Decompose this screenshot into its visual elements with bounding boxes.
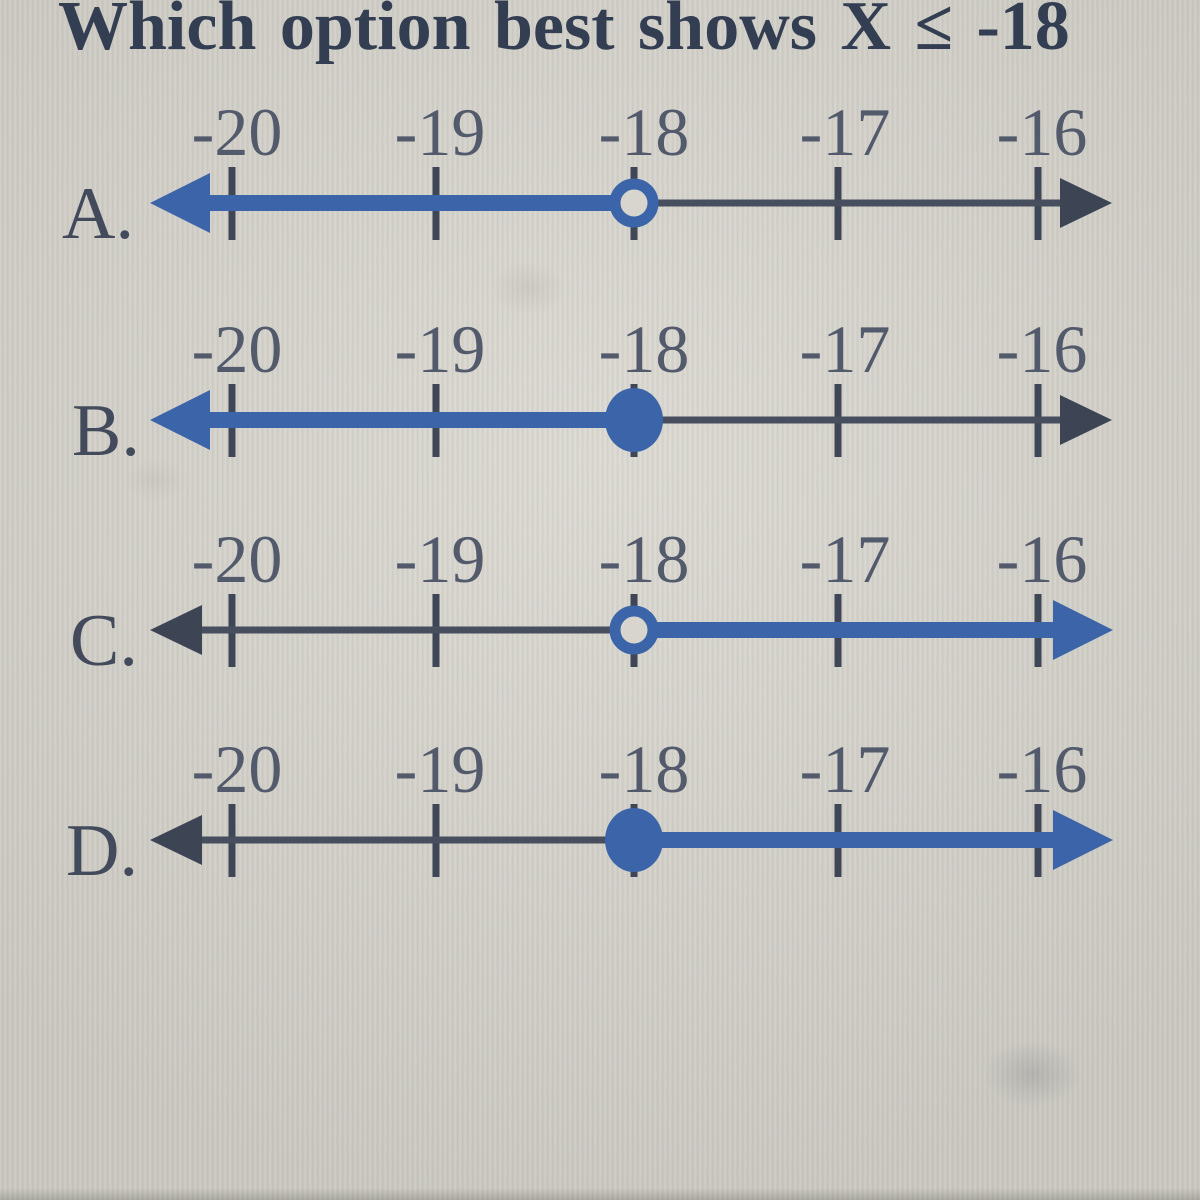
tick-label: -20 <box>191 311 283 387</box>
left-arrowhead <box>150 390 210 450</box>
number-line-a <box>0 73 1200 273</box>
option-letter: B. <box>72 390 140 472</box>
tick-label: -20 <box>191 94 283 170</box>
tick-label: -18 <box>598 731 690 807</box>
tick-label: -17 <box>799 521 891 597</box>
left-arrowhead <box>150 605 202 655</box>
right-arrowhead <box>1053 600 1113 660</box>
option-row-a[interactable] <box>0 73 1200 273</box>
tick-label: -17 <box>799 311 891 387</box>
left-arrowhead <box>150 173 210 233</box>
number-line-c <box>0 500 1200 700</box>
tick-label: -18 <box>598 311 690 387</box>
tick-label: -17 <box>799 731 891 807</box>
endpoint-closed-dot <box>605 388 663 452</box>
tick-label: -20 <box>191 521 283 597</box>
tick-label: -18 <box>598 521 690 597</box>
tick-label: -16 <box>996 94 1088 170</box>
right-arrowhead <box>1060 178 1112 228</box>
option-row-b[interactable] <box>0 290 1200 490</box>
endpoint-closed-dot <box>605 808 663 872</box>
number-line-b <box>0 290 1200 490</box>
right-arrowhead <box>1053 810 1113 870</box>
tick-label: -19 <box>394 94 486 170</box>
option-letter: A. <box>62 173 134 255</box>
option-row-c[interactable] <box>0 500 1200 700</box>
tick-label: -17 <box>799 94 891 170</box>
tick-label: -16 <box>996 521 1088 597</box>
tick-label: -16 <box>996 731 1088 807</box>
tick-label: -18 <box>598 94 690 170</box>
tick-label: -19 <box>394 311 486 387</box>
right-arrowhead <box>1060 395 1112 445</box>
tick-label: -19 <box>394 521 486 597</box>
option-row-d[interactable] <box>0 710 1200 910</box>
number-line-d <box>0 710 1200 910</box>
tick-label: -16 <box>996 311 1088 387</box>
endpoint-open-circle <box>615 184 653 222</box>
tick-label: -19 <box>394 731 486 807</box>
option-letter: D. <box>66 810 138 892</box>
endpoint-open-circle <box>615 611 653 649</box>
tick-label: -20 <box>191 731 283 807</box>
left-arrowhead <box>150 815 202 865</box>
option-letter: C. <box>70 600 138 682</box>
question-text: Which option best shows X ≤ -18 <box>58 0 1070 65</box>
